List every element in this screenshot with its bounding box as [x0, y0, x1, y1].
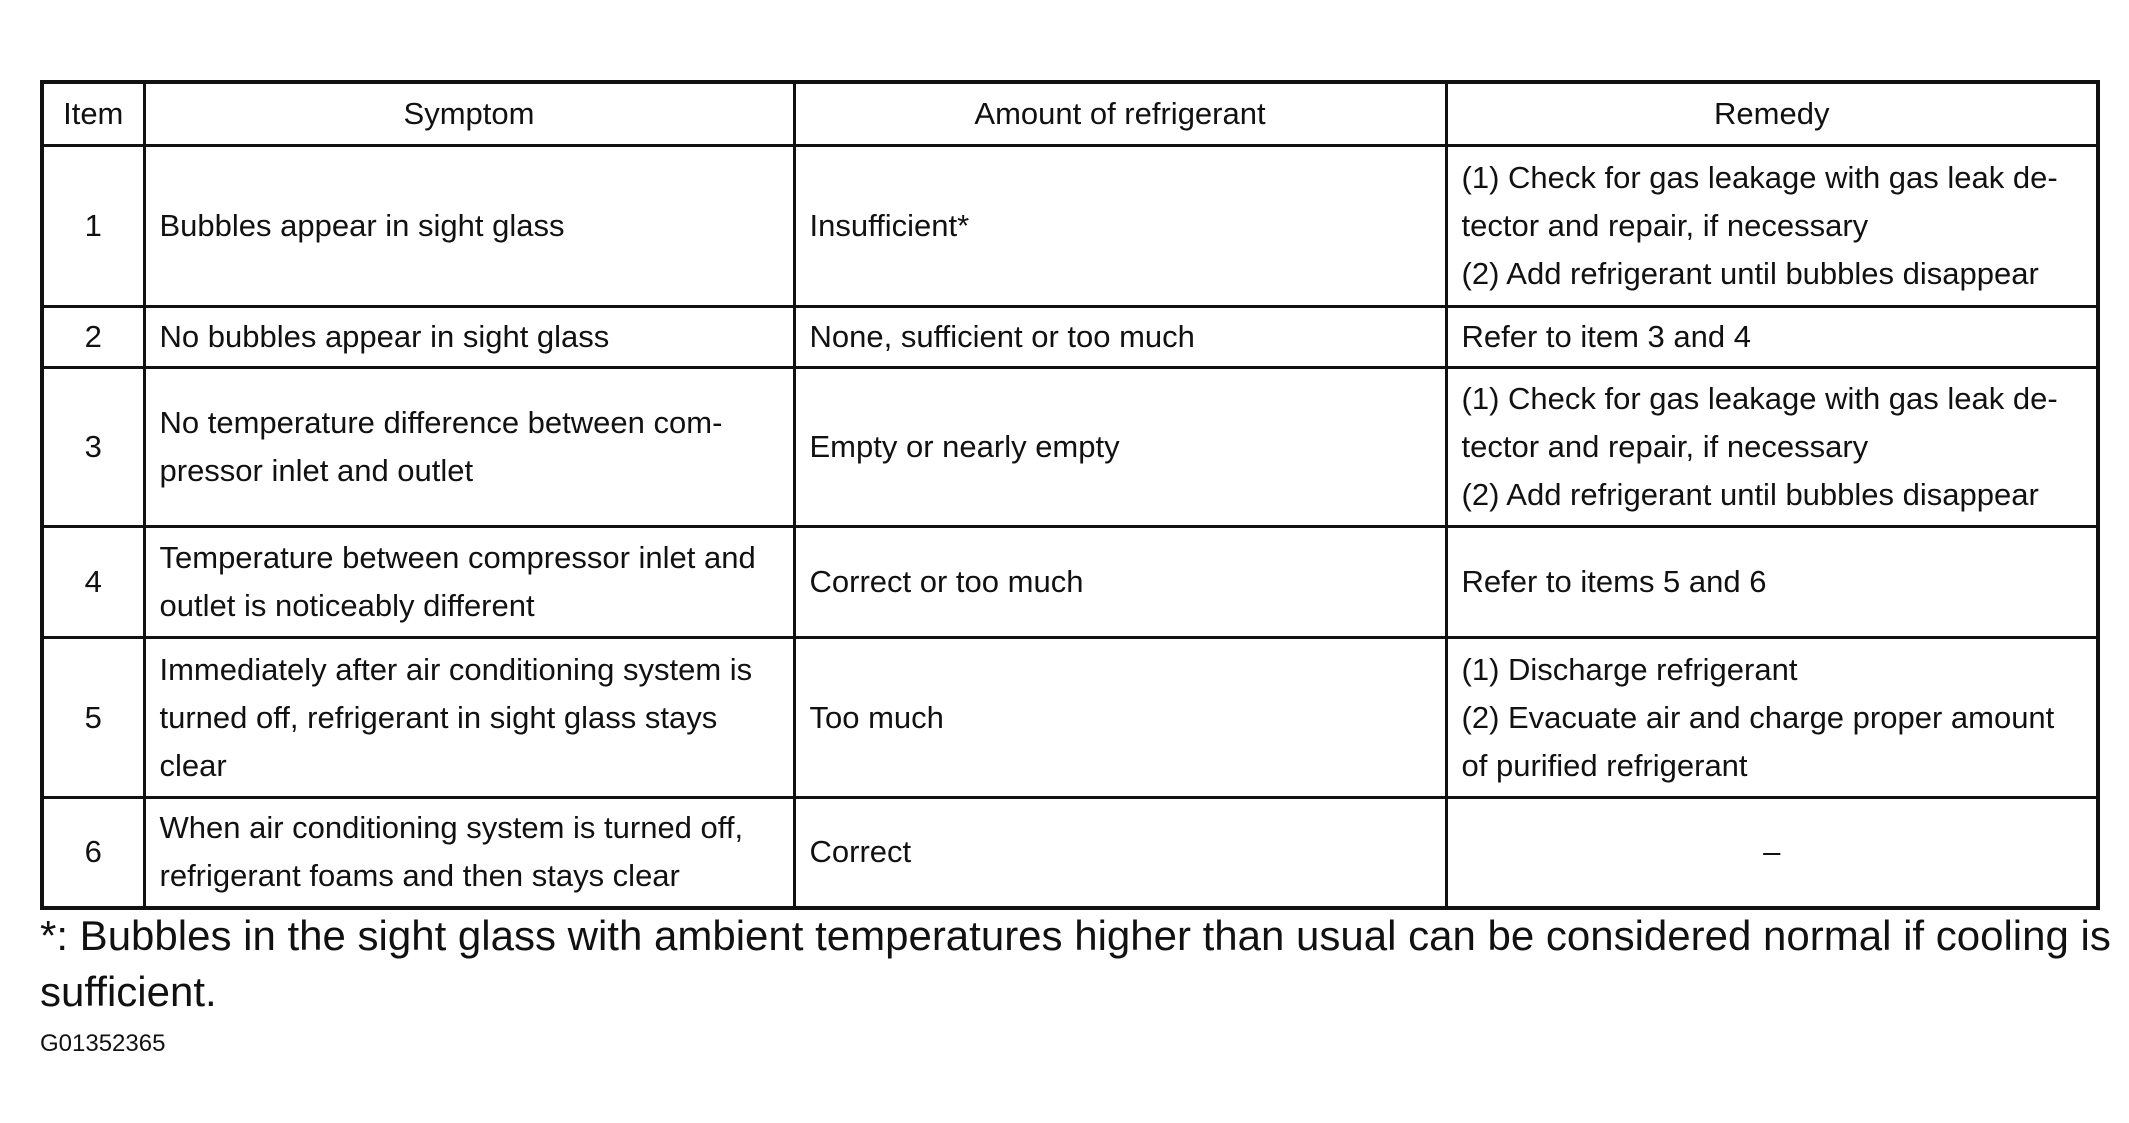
- remedy-cell: [1446, 527, 2098, 638]
- symptom-cell: [144, 638, 794, 798]
- symptom-text: refrigerant foams and then stays clear: [159, 858, 680, 894]
- amount-cell: Correct or too much: [794, 527, 1446, 638]
- refrigerant-diagnosis-table: [40, 80, 2100, 910]
- remedy-cell: [1446, 798, 2098, 908]
- amount-cell: Too much: [794, 638, 1446, 798]
- remedy-text: Refer to items 5 and 6: [1461, 564, 1767, 599]
- symptom-text: Immediately after air conditioning system is: [159, 651, 753, 687]
- symptom-text: When air conditioning system is turned off,: [159, 810, 744, 846]
- table-row: [42, 638, 2098, 798]
- symptom-cell: [144, 146, 794, 307]
- table-row: [42, 368, 2098, 527]
- amount-cell: Correct: [794, 798, 1446, 908]
- remedy-text: –: [1763, 834, 1781, 870]
- remedy-text: (2) Evacuate air and charge proper amount: [1461, 699, 2055, 735]
- remedy-cell: [1446, 368, 2098, 527]
- footnote: *: Bubbles in the sight glass with ambient temperatures higher than usual can be considered normal if cooling is sufficient.: [40, 912, 2111, 1015]
- symptom-text: clear: [159, 747, 227, 783]
- symptom-cell: [144, 368, 794, 527]
- remedy-cell: [1446, 146, 2098, 307]
- table-row: [42, 527, 2098, 638]
- remedy-text: (2) Add refrigerant until bubbles disappear: [1461, 256, 2039, 291]
- table-row: [42, 307, 2098, 368]
- remedy-cell: [1446, 307, 2098, 368]
- remedy-text: tector and repair, if necessary: [1461, 208, 1869, 243]
- remedy-text: of purified refrigerant: [1461, 747, 1748, 783]
- item-number: 5: [42, 638, 144, 798]
- remedy-text: (1) Check for gas leakage with gas leak de-: [1461, 160, 2058, 195]
- symptom-text: outlet is noticeably different: [159, 588, 535, 623]
- symptom-text: No bubbles appear in sight glass: [159, 319, 610, 354]
- symptom-cell: [144, 307, 794, 368]
- remedy-text: (2) Add refrigerant until bubbles disappear: [1461, 477, 2039, 512]
- remedy-text: (1) Discharge refrigerant: [1461, 651, 1798, 687]
- symptom-text: pressor inlet and outlet: [159, 453, 474, 488]
- remedy-cell: [1446, 638, 2098, 798]
- symptom-text: No temperature difference between com-: [159, 405, 723, 440]
- header-amount: Amount of refrigerant: [794, 82, 1446, 146]
- amount-cell: None, sufficient or too much: [794, 307, 1446, 368]
- figure-code: G01352365: [40, 1030, 166, 1057]
- header-remedy: Remedy: [1446, 82, 2098, 146]
- item-number: 2: [42, 307, 144, 368]
- item-number: 6: [42, 798, 144, 908]
- amount-cell: Insufficient*: [794, 146, 1446, 307]
- symptom-cell: [144, 527, 794, 638]
- remedy-text: tector and repair, if necessary: [1461, 429, 1869, 464]
- item-number: 1: [42, 146, 144, 307]
- table-header-row: [42, 82, 2098, 146]
- header-item: Item: [42, 82, 144, 146]
- symptom-text: Bubbles appear in sight glass: [159, 208, 565, 243]
- symptom-text: Temperature between compressor inlet and: [159, 540, 756, 575]
- symptom-cell: [144, 798, 794, 908]
- item-number: 3: [42, 368, 144, 527]
- symptom-text: turned off, refrigerant in sight glass stays: [159, 699, 718, 735]
- remedy-text: Refer to item 3 and 4: [1461, 319, 1751, 354]
- remedy-text: (1) Check for gas leakage with gas leak de-: [1461, 381, 2058, 416]
- amount-cell: Empty or nearly empty: [794, 368, 1446, 527]
- item-number: 4: [42, 527, 144, 638]
- table-row: [42, 146, 2098, 307]
- header-symptom: Symptom: [144, 82, 794, 146]
- table-row: [42, 798, 2098, 908]
